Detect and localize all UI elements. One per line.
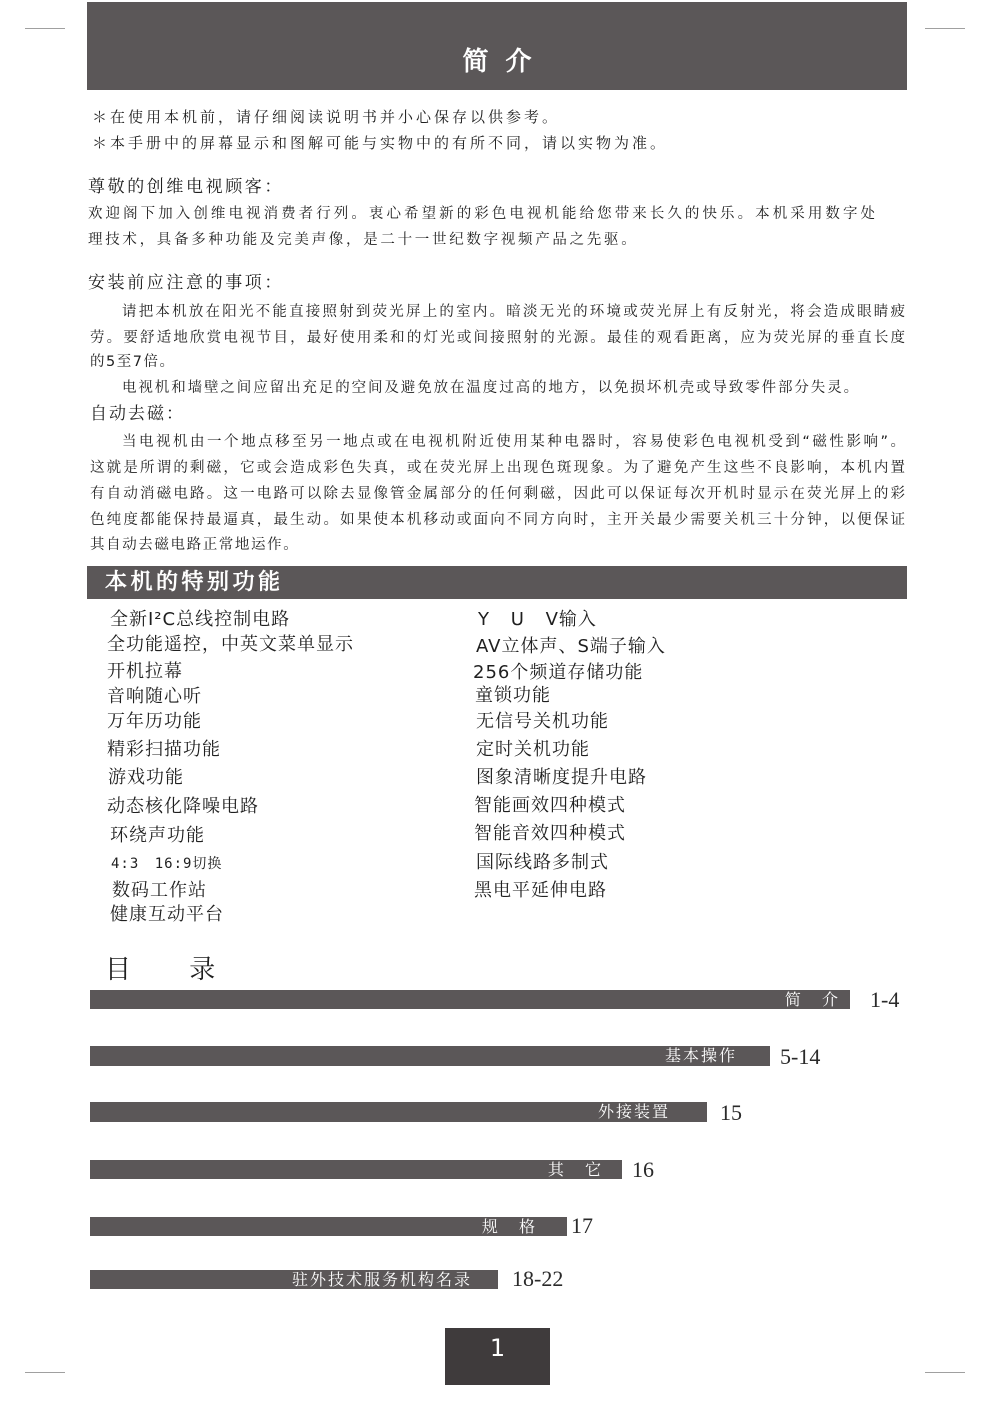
feature-item: 数码工作站 xyxy=(112,880,207,901)
asterisk-icon: ＊ xyxy=(92,134,108,152)
feature-item: 环绕声功能 xyxy=(110,825,205,846)
feature-item: 全功能遥控，中英文菜单显示 xyxy=(107,634,354,655)
degauss-line: 当电视机由一个地点移至另一地点或在电视机附近使用某种电器时，容易使彩色电视机受到“磁性影响”。 xyxy=(122,434,905,450)
note-item xyxy=(92,132,668,154)
crop-mark-top-left xyxy=(25,28,65,29)
install-line: 电视机和墙壁之间应留出充足的空间及避免放在温度过高的地方，以免损坏机壳或导致零件部分失灵。 xyxy=(122,380,860,396)
toc-label: 基本操作 xyxy=(664,1046,737,1065)
toc-entry-intro[interactable] xyxy=(90,990,850,1009)
feature-item: 定时关机功能 xyxy=(476,739,590,760)
degauss-line: 有自动消磁电路。这一电路可以除去显像管金属部分的任何剩磁，因此可以保证每次开机时显示在荧光屏上的彩 xyxy=(90,486,905,502)
toc-heading: 目 录 xyxy=(105,955,241,985)
toc-entry-basic-operation[interactable] xyxy=(90,1046,770,1066)
install-heading: 安装前应注意的事项： xyxy=(88,273,284,293)
crop-mark-bottom-right xyxy=(925,1372,965,1373)
feature-item: 游戏功能 xyxy=(108,767,184,788)
note-item xyxy=(92,106,560,128)
feature-item: 精彩扫描功能 xyxy=(107,739,221,760)
page-number: 1 xyxy=(489,1334,506,1362)
features-heading: 本机的特别功能 xyxy=(105,570,284,595)
greeting-heading: 尊敬的创维电视顾客： xyxy=(88,177,284,197)
greeting-line: 欢迎阁下加入创维电视消费者行列。衷心希望新的彩色电视机能给您带来长久的快乐。本机采用数字处 xyxy=(88,206,875,222)
crop-mark-bottom-left xyxy=(25,1372,65,1373)
feature-item: Y U V输入 xyxy=(478,609,597,630)
install-line: 的5至7倍。 xyxy=(90,354,176,370)
page-header-band xyxy=(87,2,907,90)
toc-page-range: 18-22 xyxy=(512,1266,564,1291)
feature-item: 万年历功能 xyxy=(107,711,202,732)
toc-label: 驻外技术服务机构名录 xyxy=(291,1270,472,1289)
degauss-line: 色纯度都能保持最逼真，最生动。如果使本机移动或面向不同方向时，主开关最少需要关机三十分钟，以便保证 xyxy=(90,512,905,528)
page-number-box xyxy=(445,1328,550,1385)
feature-item: 智能画效四种模式 xyxy=(474,795,626,816)
asterisk-icon: ＊ xyxy=(92,108,108,126)
features-band xyxy=(87,566,907,599)
install-line: 请把本机放在阳光不能直接照射到荧光屏上的室内。暗淡无光的环境或荧光屏上有反射光，将会造成眼睛疲 xyxy=(122,304,905,320)
toc-label: 规 格 xyxy=(481,1217,543,1236)
degauss-heading: 自动去磁： xyxy=(90,404,185,424)
feature-item: 智能音效四种模式 xyxy=(474,823,626,844)
toc-entry-specifications[interactable] xyxy=(90,1217,567,1236)
feature-item: 无信号关机功能 xyxy=(476,711,609,732)
toc-entry-service-directory[interactable] xyxy=(90,1270,498,1289)
toc-page-range: 16 xyxy=(632,1157,654,1182)
toc-page-range: 17 xyxy=(571,1213,593,1238)
toc-label: 简 介 xyxy=(784,990,846,1009)
toc-label: 外接装置 xyxy=(597,1102,670,1121)
feature-item: 256个频道存储功能 xyxy=(473,662,644,683)
feature-item: AV立体声、S端子输入 xyxy=(476,636,666,657)
feature-item: 音响随心听 xyxy=(107,686,202,707)
feature-item: 图象清晰度提升电路 xyxy=(476,767,647,788)
toc-page-range: 5-14 xyxy=(780,1044,821,1069)
feature-item: 国际线路多制式 xyxy=(476,852,609,873)
greeting-line: 理技术，具备多种功能及完美声像，是二十一世纪数字视频产品之先驱。 xyxy=(88,232,639,248)
note-text: 在使用本机前，请仔细阅读说明书并小心保存以供参考。 xyxy=(110,108,561,126)
toc-page-range: 15 xyxy=(720,1100,742,1125)
toc-entry-external-devices[interactable] xyxy=(90,1102,707,1122)
degauss-line: 其自动去磁电路正常地运作。 xyxy=(90,537,300,553)
feature-item: 黑电平延伸电路 xyxy=(474,880,607,901)
feature-item: 动态核化降噪电路 xyxy=(107,796,259,817)
toc-page-range: 1-4 xyxy=(870,987,900,1012)
feature-item: 全新I²C总线控制电路 xyxy=(110,609,291,630)
page-title: 简 介 xyxy=(462,47,536,77)
note-text: 本手册中的屏幕显示和图解可能与实物中的有所不同，请以实物为准。 xyxy=(110,134,669,152)
toc-entry-others[interactable] xyxy=(90,1160,622,1179)
feature-item: 童锁功能 xyxy=(475,685,551,706)
feature-item: 4:3 16:9切换 xyxy=(111,856,223,872)
toc-label: 其 它 xyxy=(547,1160,609,1179)
install-line: 劳。要舒适地欣赏电视节目，最好使用柔和的灯光或间接照射的光源。最佳的观看距离，应为荧光屏的垂直长度 xyxy=(90,330,905,346)
degauss-line: 这就是所谓的剩磁，它或会造成彩色失真，或在荧光屏上出现色斑现象。为了避免产生这些不良影响，本机内置 xyxy=(90,460,905,476)
feature-item: 健康互动平台 xyxy=(110,904,224,925)
crop-mark-top-right xyxy=(925,28,965,29)
feature-item: 开机拉幕 xyxy=(107,661,183,682)
